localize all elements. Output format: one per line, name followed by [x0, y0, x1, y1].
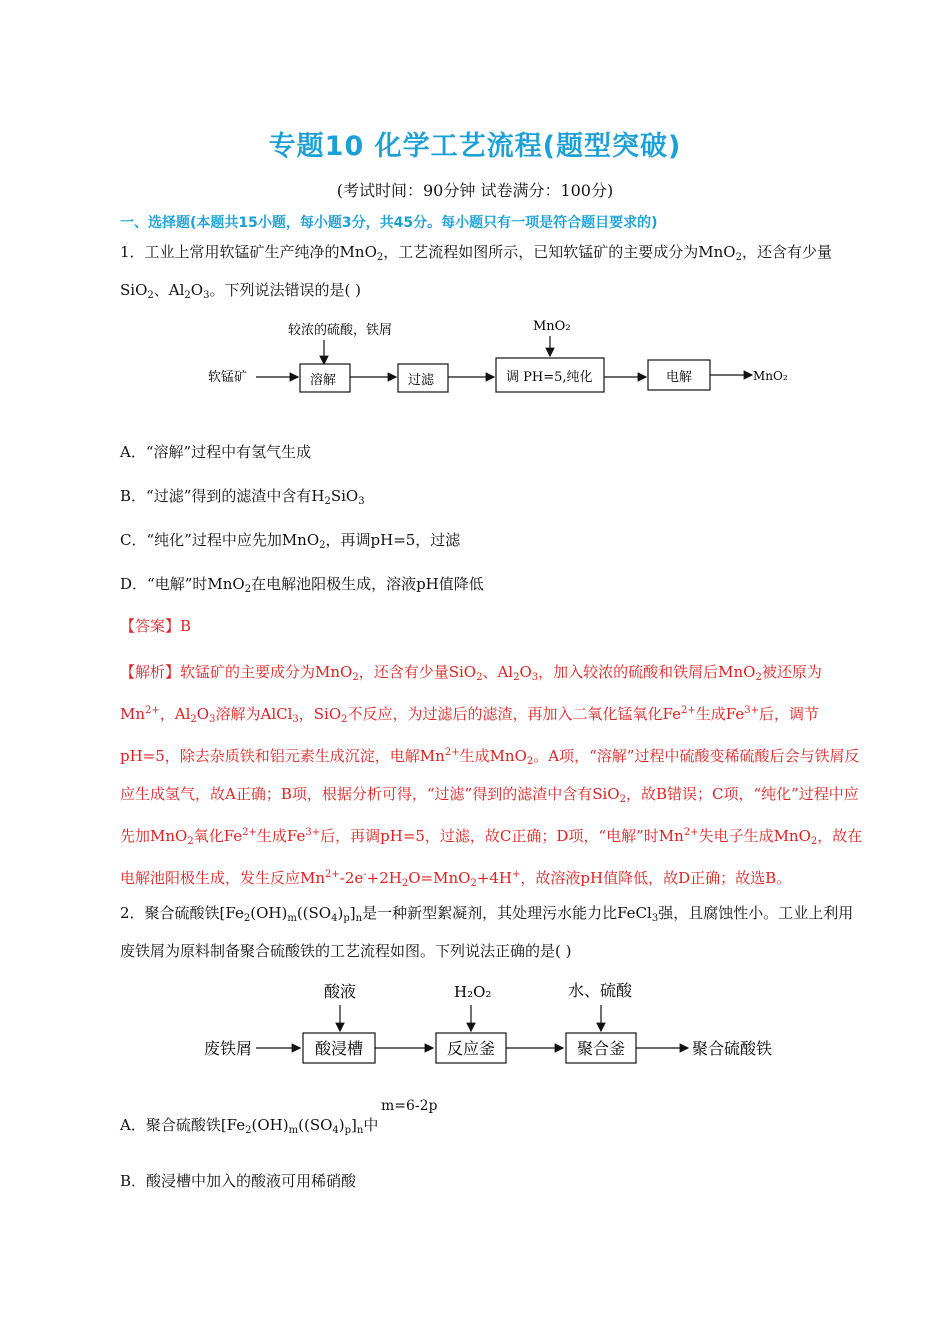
q1-analysis-text: 【解析】软锰矿的主要成分为MnO$_2$，还含有少量SiO$_2$、$Al_2O_3$，加入较浓的硫酸和铁屑后MnO$_2$被还原为$Mn^{2+}$，$Al_2O_3$溶解为AlCl$_3$，SiO$_2$不反应，为过滤后的滤渣，再加入二氧化锰氧化$Fe^{2+}$生成$Fe^{3+}$后，调节pH=5，除去杂质铁和铝元素生成沉淀，电解$Mn^{2+}$生成MnO$_2$。A项，“溶解”过程中硫酸变稀硫酸后会与铁屑反应生成氢气，故A正确；B项，根据分析可得，“过滤”得到的滤渣中含有SiO$_2$，故B错误；C项，“纯化”过程中应先加MnO$_2$氧化$Fe^{2+}$生成$Fe^{3+}$后，再调pH=5，过滤，故C正确；D项，“电解”时$Mn^{2+}$失电子生成MnO$_2$，故在电解池阳极生成，发生反应$Mn^{2+}-2e^-+2H_2O=MnO_2+4H^+$，故溶液pH值降低，故D正确；故选B。 [120, 663, 863, 889]
q1-answer: 【答案】B [120, 617, 192, 635]
q1-flow-reagent1: 较浓的硫酸，铁屑 [288, 323, 393, 338]
q2-flow-output: 聚合硫酸铁 [692, 1039, 773, 1058]
q1-flow-step3: 调 PH=5,纯化 [506, 370, 593, 385]
q2-option-a: A．聚合硫酸铁[$Fe_2(OH)_m((SO_4)_p]_n$中 [120, 1116, 379, 1136]
q2-flow-diagram [200, 975, 800, 1070]
q1-stem-text: 1．工业上常用软锰矿生产纯净的MnO$_2$，工艺流程如图所示，已知软锰矿的主要成分为MnO$_2$，还含有少量SiO$_2$、$Al_2O_3$。下列说法错误的是( ) [120, 243, 832, 301]
q1-flow-step2: 过滤 [408, 373, 435, 388]
q2-flow-input: 废铁屑 [204, 1039, 253, 1058]
section-heading: 一、选择题(本题共15小题，每小题3分，共45分。每小题只有一项是符合题目要求的) [120, 215, 658, 231]
q2-flow-reagent3: 水、硫酸 [568, 981, 633, 1000]
q1-flow-input: 软锰矿 [208, 370, 248, 385]
q1-option-c: C．“纯化”过程中应先加MnO$_2$，再调pH=5，过滤 [120, 531, 461, 551]
q1-flow-step1: 溶解 [310, 373, 337, 388]
q1-option-b: B．“过滤”得到的滤渣中含有$H_2SiO_3$ [120, 487, 365, 507]
q2-option-b: B．酸浸槽中加入的酸液可用稀硝酸 [120, 1172, 357, 1190]
q1-option-a: A．“溶解”过程中有氢气生成 [120, 443, 312, 461]
q2-flow-step2: 反应釜 [447, 1039, 496, 1058]
q2-flow-reagent2: H₂O₂ [454, 983, 492, 1001]
exam-info: (考试时间：90分钟 试卷满分：100分) [336, 181, 614, 200]
q2-option-a-note: m=6-2p [381, 1098, 438, 1114]
page-title: 专题10 化学工艺流程(题型突破) [268, 131, 682, 162]
q1-flow-step4: 电解 [666, 370, 693, 385]
q2-flow-reagent1: 酸液 [324, 982, 357, 1001]
q1-flow-reagent2: MnO₂ [533, 319, 571, 334]
q1-analysis [88, 656, 863, 900]
q2-stem-text: 2．聚合硫酸铁[$Fe_2(OH)_m((SO_4)_p]_n$是一种新型絮凝剂，其处理污水能力比FeCl$_3$强，且腐蚀性小。工业上利用废铁屑为原料制备聚合硫酸铁的工艺流程如图。下列说法正确的是( ) [120, 904, 854, 960]
q1-stem [88, 236, 863, 312]
q1-option-d: D．“电解”时MnO$_2$在电解池阳极生成，溶液pH值降低 [120, 575, 484, 595]
q2-flow-step1: 酸浸槽 [315, 1039, 364, 1058]
q1-flow-output: MnO₂ [753, 369, 788, 383]
q2-flow-step3: 聚合釜 [577, 1039, 626, 1058]
q2-stem [88, 897, 863, 968]
q1-flow-diagram [200, 312, 800, 402]
